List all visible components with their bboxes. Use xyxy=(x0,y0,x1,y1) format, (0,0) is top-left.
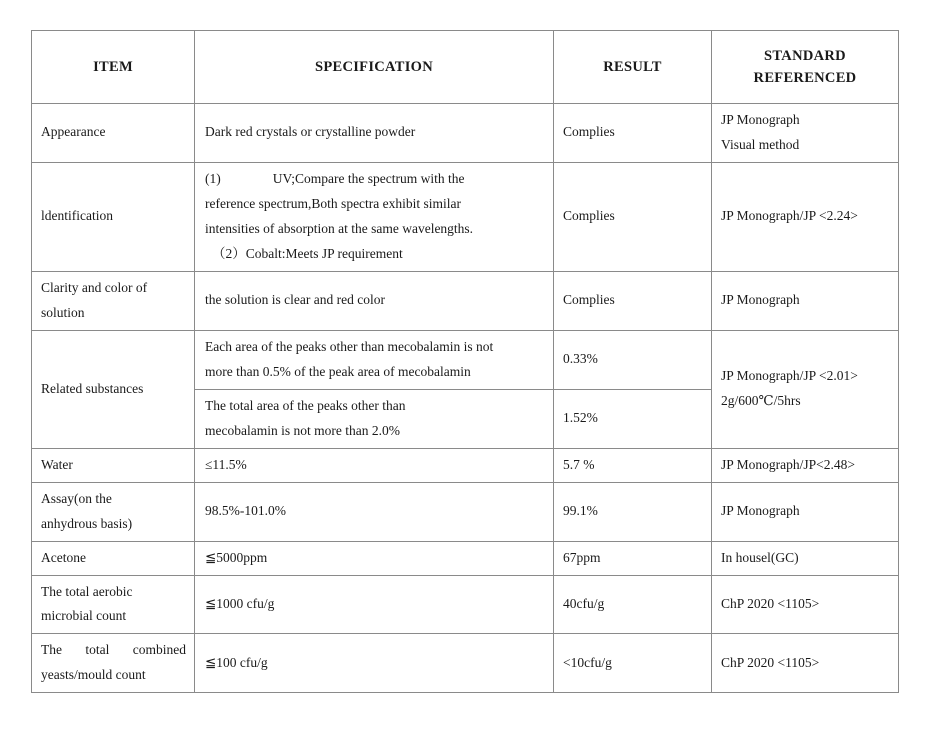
spec-line-1 xyxy=(205,167,545,192)
cell-specification-appearance: Dark red crystals or crystalline powder xyxy=(195,104,554,163)
table-row-yeasts-mould-count xyxy=(32,634,899,693)
table-row-clarity xyxy=(32,271,899,330)
cell-item-aerobic-microbial-count xyxy=(32,575,195,634)
cell-result-related-1: 0.33% xyxy=(554,330,712,389)
cell-specification-acetone: ≦5000ppm xyxy=(195,541,554,575)
table-header-row xyxy=(32,31,899,104)
cell-item-identification: ldentification xyxy=(32,162,195,271)
standard-line2: 2g/600℃/5hrs xyxy=(721,393,801,409)
cell-item-clarity xyxy=(32,271,195,330)
table-row-appearance xyxy=(32,104,899,163)
item-line2: solution xyxy=(41,304,85,320)
spec-line2: mecobalamin is not more than 2.0% xyxy=(205,422,400,438)
column-header-result: RESULT xyxy=(554,31,712,104)
item-line1: The total combined xyxy=(41,642,186,658)
cell-result-appearance: Complies xyxy=(554,104,712,163)
table-row-related-substances-1 xyxy=(32,330,899,389)
cell-item-related-substances: Related substances xyxy=(32,330,195,448)
item-line2: yeasts/mould count xyxy=(41,667,146,683)
table-row-aerobic-microbial-count xyxy=(32,575,899,634)
cell-standard-identification: JP Monograph/JP <2.24> xyxy=(712,162,899,271)
cell-standard-related-substances xyxy=(712,330,899,448)
table-row-acetone xyxy=(32,541,899,575)
item-line2: microbial count xyxy=(41,608,127,624)
cell-item-yeasts-mould-count xyxy=(32,634,195,693)
spec-line-3: intensities of absorption at the same wavelengths. xyxy=(205,220,474,236)
cell-standard-acetone: In housel(GC) xyxy=(712,541,899,575)
cell-result-yeasts: <10cfu/g xyxy=(554,634,712,693)
spec-line-4: （2）Cobalt:Meets JP requirement xyxy=(212,245,403,261)
cell-result-clarity: Complies xyxy=(554,271,712,330)
cell-specification-identification xyxy=(195,162,554,271)
standard-line2: Visual method xyxy=(721,136,800,152)
table-row-assay xyxy=(32,482,899,541)
item-line1: Assay(on the xyxy=(41,490,112,506)
cell-standard-water: JP Monograph/JP<2.48> xyxy=(712,448,899,482)
cell-result-acetone: 67ppm xyxy=(554,541,712,575)
cell-specification-yeasts: ≦100 cfu/g xyxy=(195,634,554,693)
cell-result-water: 5.7 % xyxy=(554,448,712,482)
cell-specification-assay: 98.5%-101.0% xyxy=(195,482,554,541)
spec-line1: The total area of the peaks other than xyxy=(205,397,406,413)
column-header-standard-line1: STANDARD xyxy=(764,47,846,64)
standard-line1: JP Monograph xyxy=(721,112,800,127)
cell-result-identification: Complies xyxy=(554,162,712,271)
cell-standard-appearance xyxy=(712,104,899,163)
spec-line1: Each area of the peaks other than mecobalamin is not xyxy=(205,338,494,354)
column-header-item: ITEM xyxy=(32,31,195,104)
cell-result-assay: 99.1% xyxy=(554,482,712,541)
cell-item-appearance: Appearance xyxy=(32,104,195,163)
cell-standard-assay: JP Monograph xyxy=(712,482,899,541)
table-body xyxy=(32,104,899,693)
spec-text-1: UV;Compare the spectrum with the xyxy=(272,170,465,186)
column-header-standard-line2: REFERENCED xyxy=(753,70,857,86)
spec-item-number-1: (1) xyxy=(205,170,221,186)
cell-specification-aerobic: ≦1000 cfu/g xyxy=(195,575,554,634)
cell-result-aerobic: 40cfu/g xyxy=(554,575,712,634)
cell-result-related-2: 1.52% xyxy=(554,389,712,448)
cell-standard-aerobic: ChP 2020 <1105> xyxy=(712,575,899,634)
cell-specification-water: ≤11.5% xyxy=(195,448,554,482)
cell-specification-related-2 xyxy=(195,389,554,448)
column-header-specification: SPECIFICATION xyxy=(195,31,554,104)
spec-line-2: reference spectrum,Both spectra exhibit similar xyxy=(205,195,462,211)
cell-standard-clarity: JP Monograph xyxy=(712,271,899,330)
spec-line2: more than 0.5% of the peak area of mecobalamin xyxy=(205,363,471,379)
table-row-water xyxy=(32,448,899,482)
table-header xyxy=(32,31,899,104)
cell-item-acetone: Acetone xyxy=(32,541,195,575)
cell-specification-related-1 xyxy=(195,330,554,389)
specification-result-table xyxy=(31,30,899,693)
cell-item-assay xyxy=(32,482,195,541)
table-row-identification xyxy=(32,162,899,271)
item-line1: Clarity and color of xyxy=(41,279,148,295)
standard-line1: JP Monograph/JP <2.01> xyxy=(721,368,858,384)
cell-specification-clarity: the solution is clear and red color xyxy=(195,271,554,330)
cell-standard-yeasts: ChP 2020 <1105> xyxy=(712,634,899,693)
item-line2: anhydrous basis) xyxy=(41,515,133,531)
item-line1: The total aerobic xyxy=(41,583,133,599)
cell-item-water: Water xyxy=(32,448,195,482)
column-header-standard-referenced xyxy=(712,31,899,104)
